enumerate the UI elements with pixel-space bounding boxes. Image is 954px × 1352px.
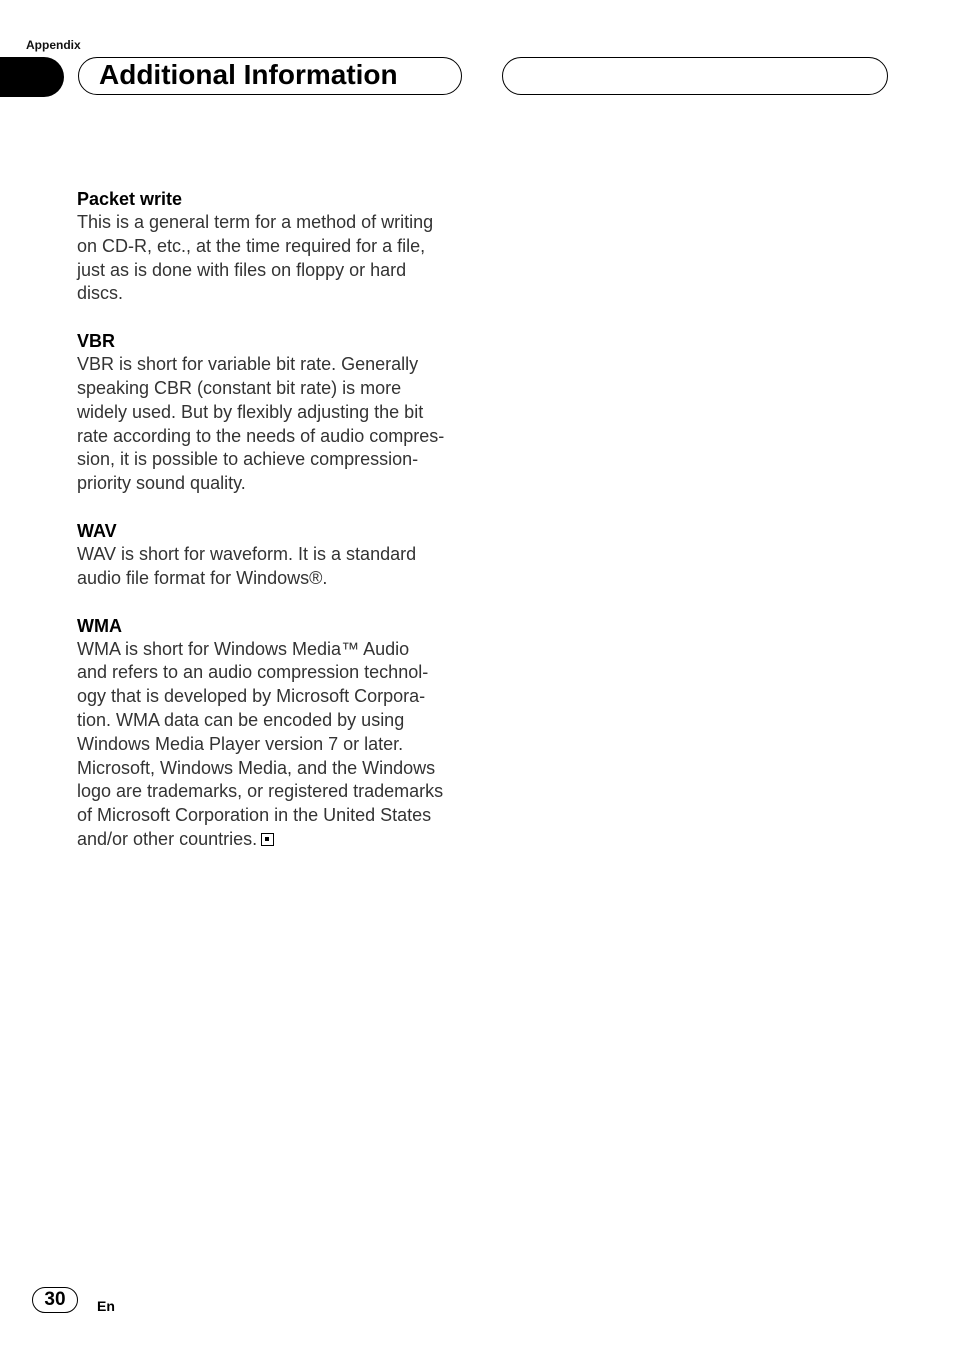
section-label: Appendix xyxy=(26,38,81,52)
glossary-term-title: WMA xyxy=(77,615,122,636)
glossary-entry-vbr xyxy=(77,329,467,496)
glossary-term-title: Packet write xyxy=(77,189,183,209)
section-tab-marker xyxy=(0,57,64,97)
page-number: 30 xyxy=(32,1287,78,1313)
glossary-term-definition: This is a general term for a method of writing on CD-R, etc., at the time required for a file, just as is done with files on floppy or hard discs. xyxy=(77,212,434,304)
empty-header-frame xyxy=(502,57,888,95)
glossary-entry-wav xyxy=(77,519,467,591)
glossary-term-definition-text: WMA is short for Windows Media™ Audio and refers to an audio compression technol- ogy that is developed by Microsoft Corpora- tion. WMA data can be encoded by using Windows Media Player version 7 or later. Microsoft, Windows Media, and the Windows logo are trademarks, or registered trademarks of Microsoft Corporation in the United States and/or other countries. xyxy=(77,638,444,849)
glossary-term-title: WAV xyxy=(77,520,117,541)
glossary-term-definition: VBR is short for variable bit rate. Generally speaking CBR (constant bit rate) is more widely used. But by flexibly adjusting the bit rate according to the needs of audio compres- sion, it is possible to achieve compression- priority sound quality. xyxy=(77,354,445,494)
glossary-term-title: VBR xyxy=(77,331,116,352)
glossary-entry-packet-write xyxy=(77,187,467,306)
glossary-term-definition: WAV is short for waveform. It is a standard audio file format for Windows®. xyxy=(77,543,417,588)
end-of-section-icon xyxy=(261,833,274,846)
glossary-entry-wma xyxy=(77,614,467,852)
language-code: En xyxy=(97,1298,115,1314)
glossary-column xyxy=(77,187,467,875)
title-frame xyxy=(78,57,462,95)
glossary-term-definition xyxy=(77,638,467,852)
page-title: Additional Information xyxy=(99,59,398,90)
